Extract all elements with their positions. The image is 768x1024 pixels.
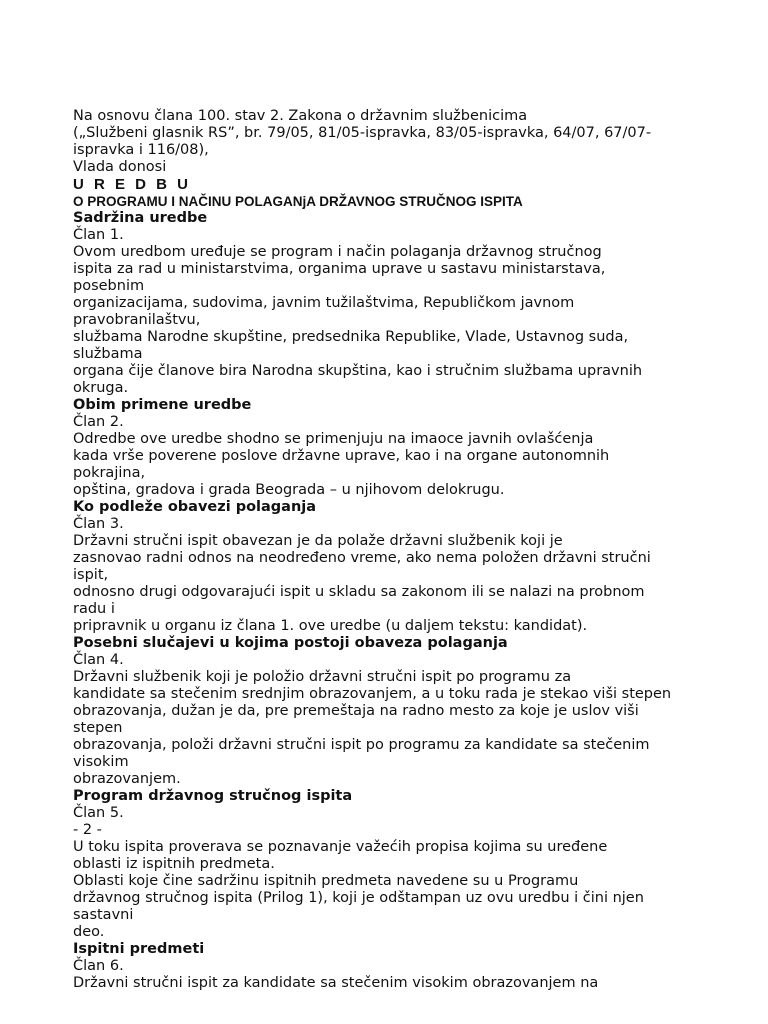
body-text-line: okruga. [73, 380, 129, 396]
body-text-line: ispravka i 116/08), [73, 142, 209, 158]
body-text-line: službama [73, 346, 143, 362]
body-text-line: Oblasti koje čine sadržinu ispitnih predmeta navedene su u Programu [73, 873, 579, 889]
section-heading: Obim primene uredbe [73, 397, 252, 413]
body-text-line: Državni stručni ispit obavezan je da polaže državni službenik koji je [73, 533, 563, 549]
body-text-line: opština, gradova i grada Beograda – u njihovom delokrugu. [73, 482, 505, 498]
body-text-line: službama Narodne skupštine, predsednika Republike, Vlade, Ustavnog suda, [73, 329, 629, 345]
body-text-line: oblasti iz ispitnih predmeta. [73, 856, 275, 872]
body-text-line: Član 1. [73, 227, 124, 243]
section-heading: Sadržina uredbe [73, 210, 208, 226]
body-text-line: Ovom uredbom uređuje se program i način polaganja državnog stručnog [73, 244, 602, 260]
body-text-line: kandidate sa stečenim srednjim obrazovanjem, a u toku rada je stekao viši stepen [73, 686, 672, 702]
body-text-line: Državni stručni ispit za kandidate sa stečenim visokim obrazovanjem na [73, 975, 599, 991]
body-text-line: visokim [73, 754, 129, 770]
body-text-line: - 2 - [73, 822, 102, 838]
body-text-line: Državni službenik koji je položio državni stručni ispit po programu za [73, 669, 572, 685]
body-text-line: pripravnik u organu iz člana 1. ove uredbe (u daljem tekstu: kandidat). [73, 618, 588, 634]
body-text-line: pokrajina, [73, 465, 146, 481]
body-text-line: obrazovanjem. [73, 771, 181, 787]
section-heading: Ko podleže obavezi polaganja [73, 499, 317, 515]
body-text-line: pravobranilaštvu, [73, 312, 201, 328]
body-text-line: ispita za rad u ministarstvima, organima uprave u sastavu ministarstava, [73, 261, 606, 277]
body-text-line: državnog stručnog ispita (Prilog 1), koji je odštampan uz ovu uredbu i čini njen [73, 890, 644, 906]
document-body [73, 108, 693, 992]
body-text-line: U toku ispita proverava se poznavanje važećih propisa kojima su uređene [73, 839, 608, 855]
body-text-line: („Službeni glasnik RS”, br. 79/05, 81/05-ispravka, 83/05-ispravka, 64/07, 67/07- [73, 125, 652, 141]
document-subtitle: O PROGRAMU I NAČINU POLAGANjA DRŽAVNOG STRUČNOG ISPITA [73, 194, 523, 209]
section-heading: Posebni slučajevi u kojima postoji obaveza polaganja [73, 635, 508, 651]
document-title: U R E D B U [73, 176, 192, 193]
body-text-line: obrazovanja, dužan je da, pre premeštaja na radno mesto za koje je uslov viši [73, 703, 639, 719]
body-text-line: sastavni [73, 907, 134, 923]
body-text-line: ispit, [73, 567, 109, 583]
section-heading: Ispitni predmeti [73, 941, 205, 957]
body-text-line: odnosno drugi odgovarajući ispit u skladu sa zakonom ili se nalazi na probnom [73, 584, 645, 600]
body-text-line: stepen [73, 720, 123, 736]
body-text-line: Član 6. [73, 958, 124, 974]
body-text-line: posebnim [73, 278, 145, 294]
body-text-line: obrazovanja, položi državni stručni ispit po programu za kandidate sa stečenim [73, 737, 650, 753]
body-text-line: Član 3. [73, 516, 124, 532]
body-text-line: Na osnovu člana 100. stav 2. Zakona o državnim službenicima [73, 108, 528, 124]
section-heading: Program državnog stručnog ispita [73, 788, 353, 804]
body-text-line: kada vrše poverene poslove državne uprave, kao i na organe autonomnih [73, 448, 610, 464]
body-text-line: zasnovao radni odnos na neodređeno vreme, ako nema položen državni stručni [73, 550, 651, 566]
body-text-line: Odredbe ove uredbe shodno se primenjuju na imaoce javnih ovlašćenja [73, 431, 594, 447]
body-text-line: Član 4. [73, 652, 124, 668]
body-text-line: Član 5. [73, 805, 124, 821]
body-text-line: Vlada donosi [73, 159, 167, 175]
body-text-line: Član 2. [73, 414, 124, 430]
body-text-line: organizacijama, sudovima, javnim tužilaštvima, Republičkom javnom [73, 295, 575, 311]
body-text-line: deo. [73, 924, 105, 940]
body-text-line: radu i [73, 601, 115, 617]
body-text-line: organa čije članove bira Narodna skupština, kao i stručnim službama upravnih [73, 363, 643, 379]
